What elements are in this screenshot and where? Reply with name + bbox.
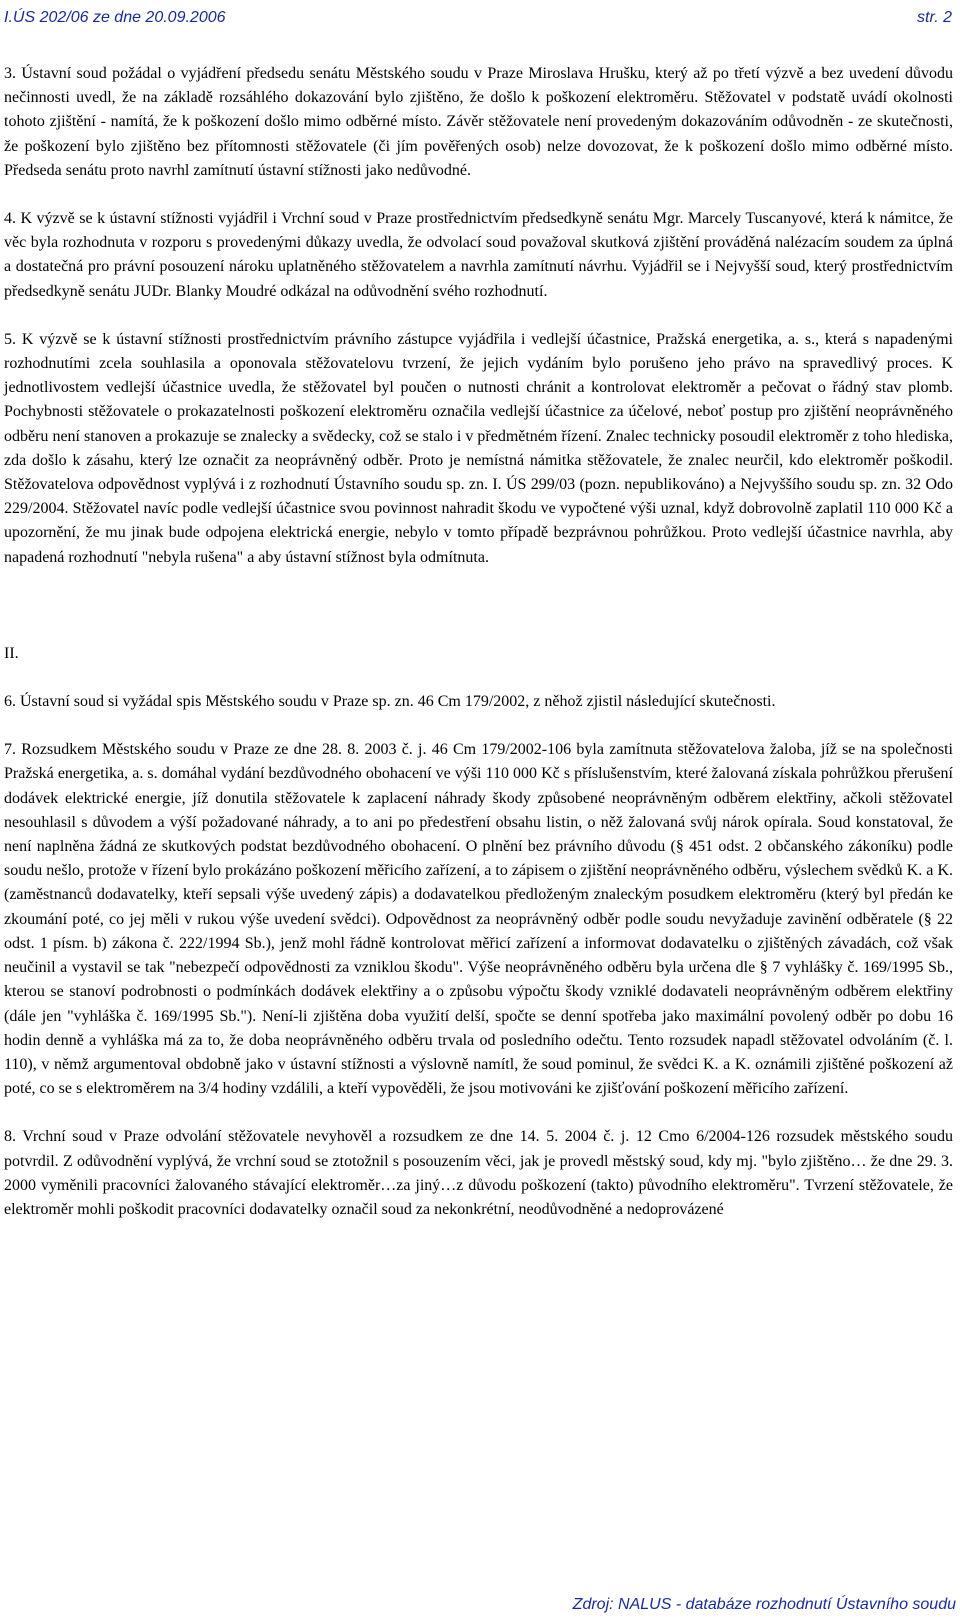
page-header xyxy=(4,6,952,30)
paragraph-3: 3. Ústavní soud požádal o vyjádření předsedu senátu Městského soudu v Praze Miroslava Hrušku, který až po třetí výzvě a bez uvedení důvodu nečinnosti uvedl, že na základě rozsáhlého dokazování bylo zjištěno, že došlo k poškození elektroměru. Stěžovatel v podstatě uvádí okolnosti tohoto zjištění - namítá, že k poškození došlo mimo odběrné místo. Závěr stěžovatele není provedeným dokazováním odůvodněn - ze skutečnosti, že poškození bylo zjištěno bez přítomnosti stěžovatele (či jím pověřených osob) nelze dovozovat, že k poškození došlo mimo odběrné místo. Předseda senátu proto navrhl zamítnutí ústavní stížnosti jako nedůvodné. xyxy=(4,65,953,179)
header-page-number: str. 2 xyxy=(917,9,952,26)
section-heading-ii: II. xyxy=(4,644,19,662)
paragraph-4: 4. K výzvě se k ústavní stížnosti vyjádřil i Vrchní soud v Praze prostřednictvím předsedkyně senátu Mgr. Marcely Tuscanyové, která k námitce, že věc byla rozhodnuta v rozporu s provedenými důkazy uvedla, že odvolací soud považoval skutková zjištění prováděná nalézacím soudem za úplná a dostatečná pro právní posouzení nároku uplatněného stěžovatelem a navrhla zamítnutí návrhu. Vyjádřil se i Nejvyšší soud, který prostřednictvím předsedkyně senátu JUDr. Blanky Moudré odkázal na odůvodnění svého rozhodnutí. xyxy=(4,210,953,300)
paragraph-6: 6. Ústavní soud si vyžádal spis Městského soudu v Praze sp. zn. 46 Cm 179/2002, z něhož zjistil následující skutečnosti. xyxy=(4,693,776,711)
header-case-reference: I.ÚS 202/06 ze dne 20.09.2006 xyxy=(4,9,226,26)
paragraph-8: 8. Vrchní soud v Praze odvolání stěžovatele nevyhověl a rozsudkem ze dne 14. 5. 2004 č. j. 12 Cmo 6/2004-126 rozsudek městského soudu potvrdil. Z odůvodnění vyplývá, že vrchní soud se ztotožnil s posouzením věci, jak je provedl městský soud, kdy mj. "bylo zjištěno… že dne 29. 3. 2000 vyměnili pracovníci žalovaného stávající elektroměr…za jiný…z důvodu poškození (takto) původního elektroměru". Tvrzení stěžovatele, že elektroměr mohli poškodit pracovníci dodavatelky označil soud za nekonkrétní, neodůvodněné a nedoprovázené xyxy=(4,1128,953,1218)
paragraph-5: 5. K výzvě se k ústavní stížnosti prostřednictvím právního zástupce vyjádřila i vedlejší účastnice, Pražská energetika, a. s., která s napadenými rozhodnutími zcela souhlasila a oponovala stěžovatelovu tvrzení, že jejich vydáním bylo porušeno jeho právo na spravedlivý proces. K jednotlivostem vedlejší účastnice uvedla, že stěžovatel byl poučen o nutnosti chránit a kontrolovat elektroměr a pečovat o řádný stav plomb. Pochybnosti stěžovatele o prokazatelnosti poškození elektroměru označila vedlejší účastnice za účelové, neboť postup pro zjištění neoprávněného odběru není stanoven a prokazuje se znalecky a svědecky, což se stalo i v předmětném řízení. Znalec technicky posoudil elektroměr z toho hlediska, zda došlo k zásahu, který lze označit za neoprávněný odběr. Proto je nemístná námitka stěžovatele, že znalec neurčil, kdo elektroměr poškodil. Stěžovatelova odpovědnost vyplývá i z rozhodnutí Ústavního soudu sp. zn. I. ÚS 299/03 (pozn. nepublikováno) a Nejvyššího soudu sp. zn. 32 Odo 229/2004. Stěžovatel navíc podle vedlejší účastnice svou povinnost nahradit škodu ve vypočtené výši uznal, když dobrovolně zaplatil 110 000 Kč a upozornění, že mu jinak bude odpojena elektrická energie, nebylo v tomto případě bezprávnou pohrůžkou. Proto vedlejší účastnice navrhla, aby napadená rozhodnutí "nebyla rušena" a aby ústavní stížnost byla odmítnuta. xyxy=(4,330,953,566)
page-footer-source: Zdroj: NALUS - databáze rozhodnutí Ústavního soudu xyxy=(572,1596,956,1613)
paragraph-7: 7. Rozsudkem Městského soudu v Praze ze dne 28. 8. 2003 č. j. 46 Cm 179/2002-106 byla zamítnuta stěžovatelova žaloba, jíž se na společnosti Pražská energetika, a. s. domáhal vydání bezdůvodného obohacení ve výši 110 000 Kč s příslušenstvím, které žalovaná získala pohrůžkou přerušení dodávek elektrické energie, jíž donutila stěžovatele k zaplacení náhrady škody způsobené neoprávněným odběrem elektřiny, ačkoli stěžovatel nesouhlasil s důvodem a výší požadované náhrady, a to ani po předestření obsahu listin, o něž žalovaná svůj nárok opírala. Soud konstatoval, že není naplněna žádná ze skutkových podstat bezdůvodného obohacení. O plnění bez právního důvodu (§ 451 odst. 2 občanského zákoníku) podle soudu nešlo, protože v řízení bylo prokázáno poškození měřicího zařízení, a to zápisem o zjištění neoprávněného odběru, výslechem svědků K. a K. (zaměstnanců dodavatelky, kteří sepsali výše uvedený zápis) a dodavatelkou předloženým znaleckým posudkem elektroměru (který byl předán ke zkoumání poté, co jej měli v rukou výše uvedení svědci). Odpovědnost za neoprávněný odběr podle soudu nevyžaduje zavinění odběratele (§ 22 odst. 1 písm. b) zákona č. 222/1994 Sb.), jenž mohl řádně kontrolovat měřicí zařízení a informovat dodavatelku o zjištěných závadách, což však neučinil a vystavil se tak "nebezpečí odpovědnosti za vzniklou škodu". Výše neoprávněného odběru byla určena dle § 7 vyhlášky č. 169/1995 Sb., kterou se stanoví podrobnosti o podmínkách dodávek elektřiny a o způsobu výpočtu škody vzniklé dodavateli neoprávněným odběrem elektřiny (dále jen "vyhláška č. 169/1995 Sb."). Není-li zjištěna doba využití delší, spočte se denní spotřeba jako maximální povolený odběr po dobu 16 hodin denně a vyhláška má za to, že doba neoprávněného odběru trvala od posledního odečtu. Tento rozsudek napadl stěžovatel odvoláním (č. l. 110), v němž argumentoval obdobně jako v ústavní stížnosti a výslovně namítl, že soud pominul, že svědci K. a K. oznámili zjištěné poškození až poté, co se s elektroměrem na 3/4 hodiny vzdálili, a kteří vypověděli, že jsou motivováni ke zjišťování poškození měřicího zařízení. xyxy=(4,741,953,1098)
document-body xyxy=(4,62,953,1222)
